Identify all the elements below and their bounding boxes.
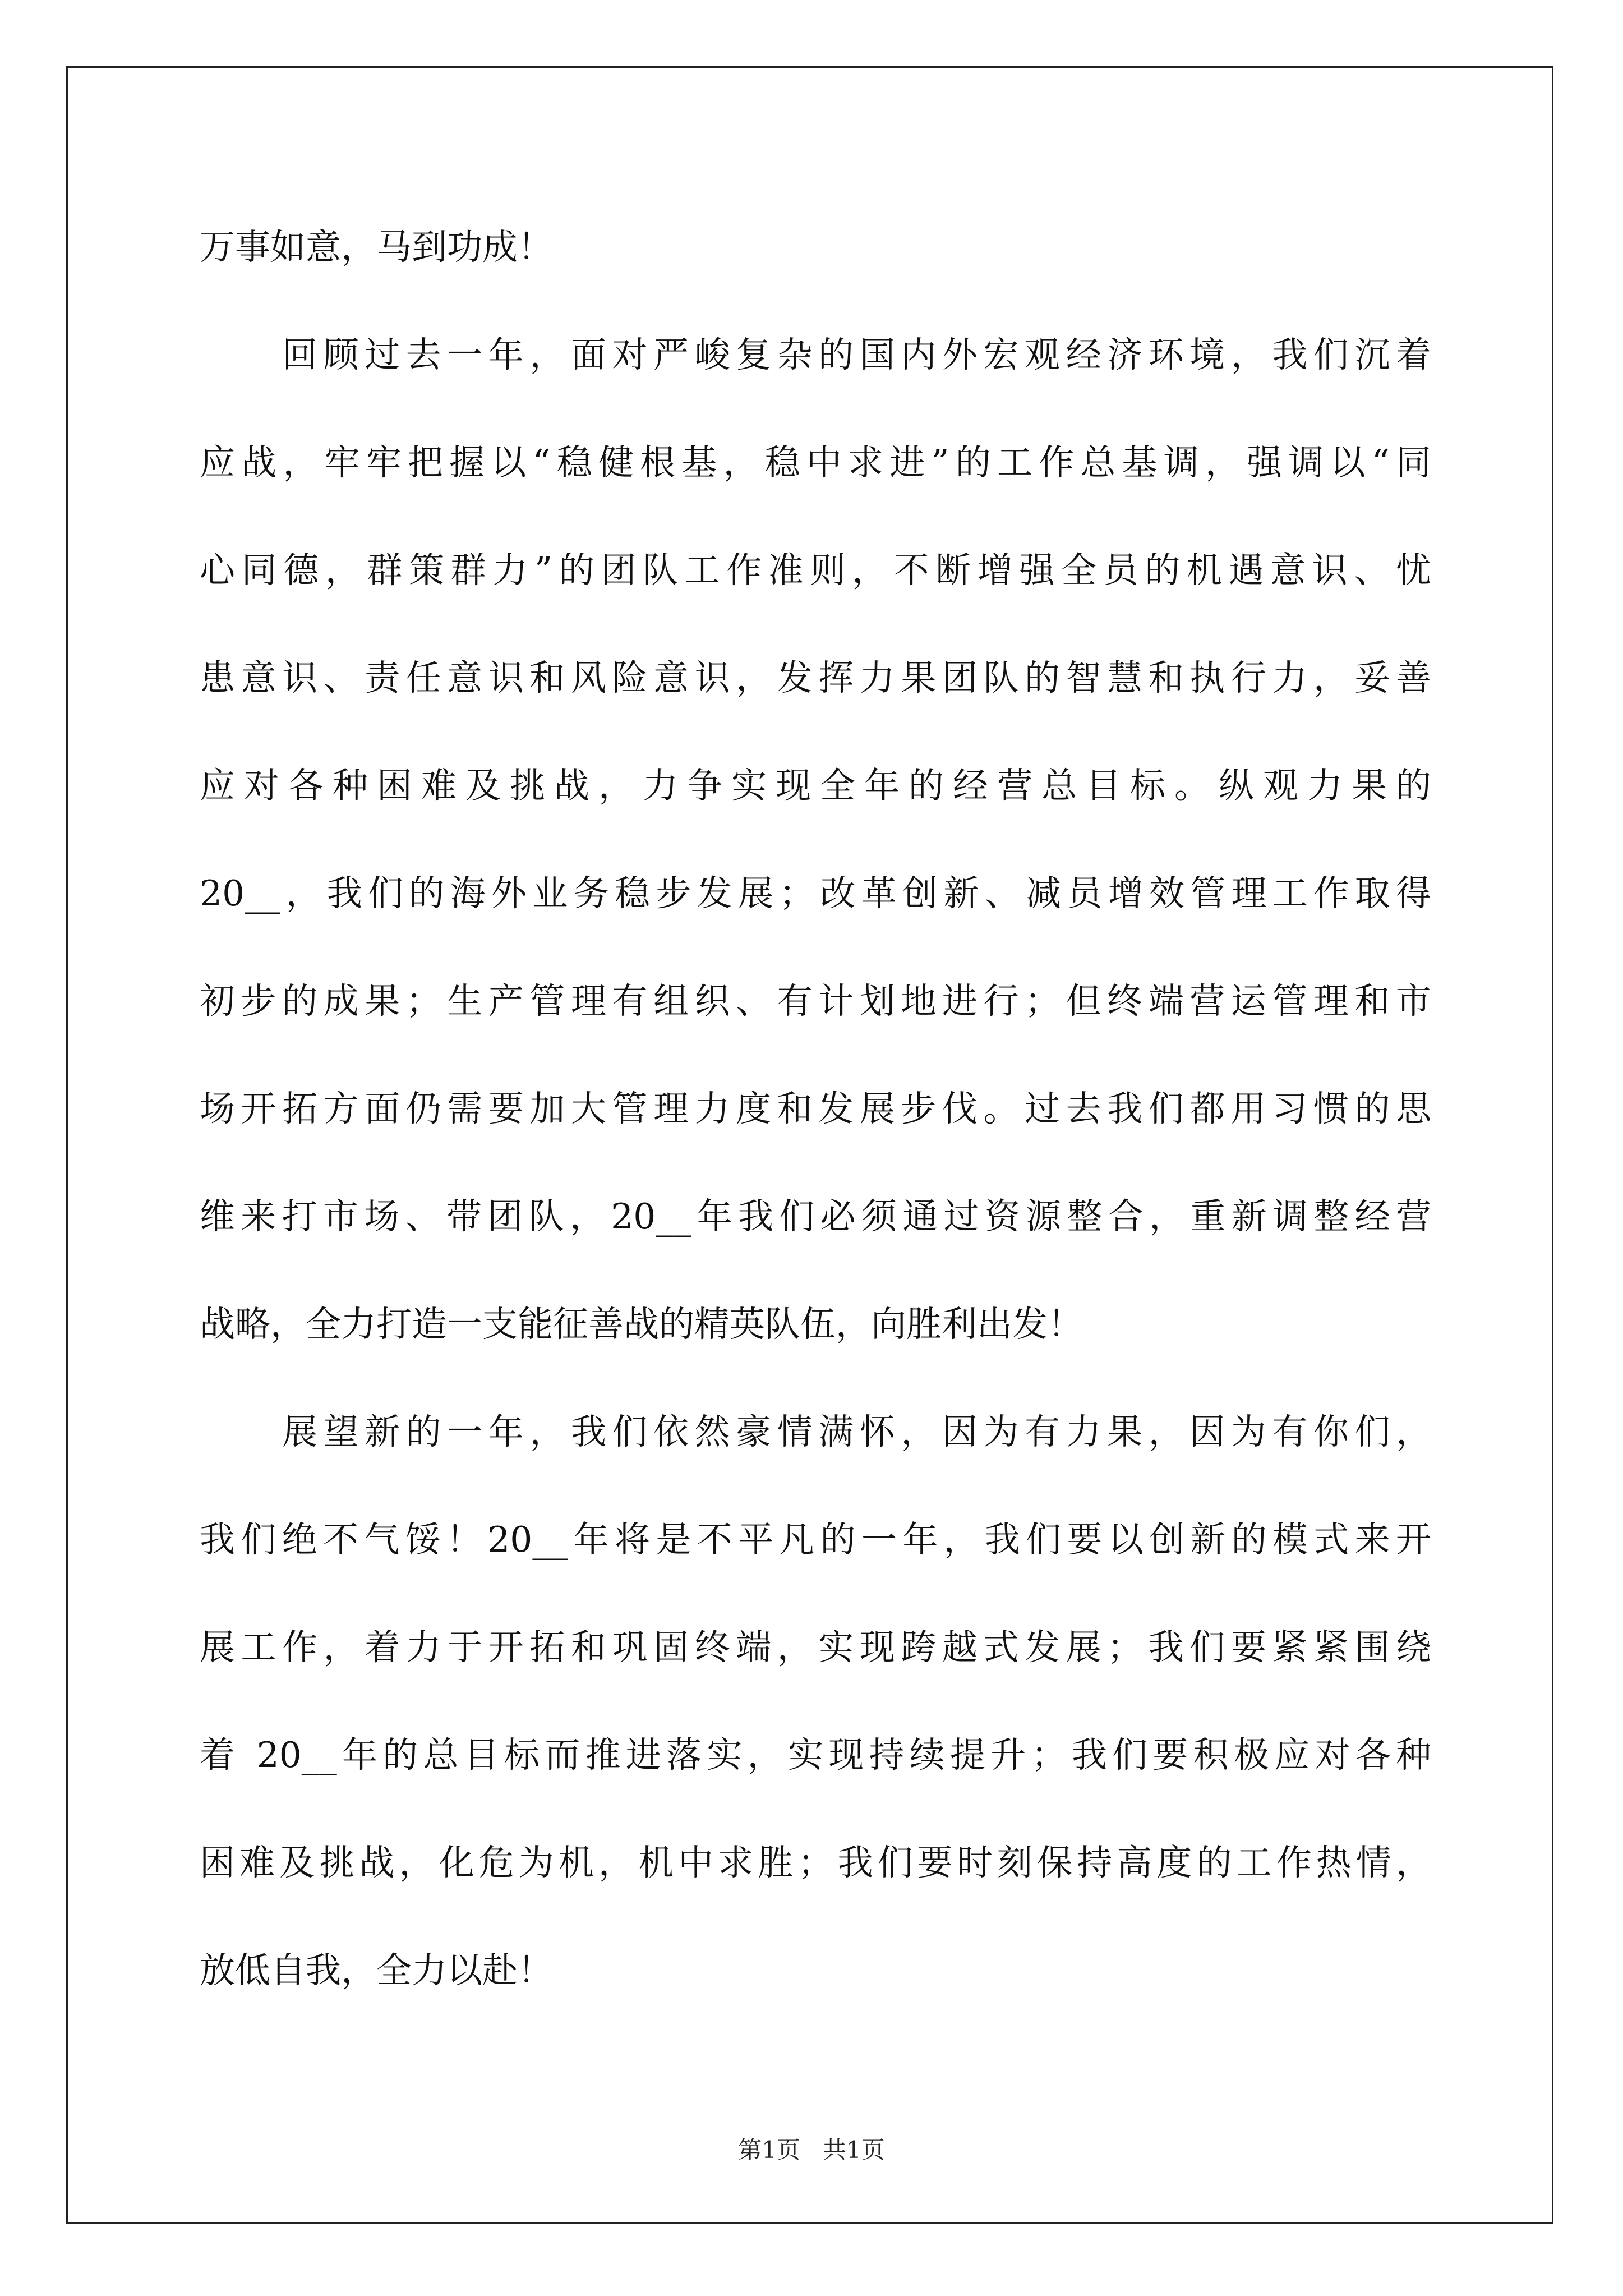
text-line: 初步的成果；生产管理有组织、有计划地进行；但终端营运管理和市	[200, 981, 1431, 1022]
page-footer: 第1页 共1页	[738, 2136, 885, 2164]
text-line: 困难及挑战，化危为机，机中求胜；我们要时刻保持高度的工作热情，	[200, 1842, 1431, 1883]
text-line: 应战，牢牢把握以“稳健根基，稳中求进”的工作总基调，强调以“同	[200, 442, 1431, 483]
paragraph-1	[200, 194, 1431, 301]
document-body	[200, 194, 1431, 2024]
paragraph-2	[200, 301, 1431, 1378]
text-line: 万事如意，马到功成！	[200, 227, 553, 268]
paragraph-3	[200, 1378, 1431, 2024]
text-line: 维来打市场、带团队，20__年我们必须通过资源整合，重新调整经营	[200, 1196, 1431, 1237]
text-line: 患意识、责任意识和风险意识，发挥力果团队的智慧和执行力，妥善	[200, 657, 1431, 698]
text-line: 展工作，着力于开拓和巩固终端，实现跨越式发展；我们要紧紧围绕	[200, 1627, 1431, 1668]
text-line: 战略，全力打造一支能征善战的精英队伍，向胜利出发！	[200, 1304, 1083, 1345]
text-line: 应对各种困难及挑战，力争实现全年的经营总目标。纵观力果的	[200, 765, 1431, 806]
text-line: 20__，我们的海外业务稳步发展；改革创新、减员增效管理工作取得	[200, 873, 1431, 914]
text-line: 心同德，群策群力”的团队工作准则，不断增强全员的机遇意识、忧	[200, 550, 1431, 591]
text-line: 展望新的一年，我们依然豪情满怀，因为有力果，因为有你们，	[200, 1411, 1431, 1452]
text-line: 回顾过去一年，面对严峻复杂的国内外宏观经济环境，我们沉着	[200, 334, 1431, 375]
text-line: 场开拓方面仍需要加大管理力度和发展步伐。过去我们都用习惯的思	[200, 1088, 1431, 1129]
text-line: 放低自我，全力以赴！	[200, 1950, 553, 1991]
text-line: 我们绝不气馁！20__年将是不平凡的一年，我们要以创新的模式来开	[200, 1519, 1431, 1560]
text-line: 着 20__年的总目标而推进落实，实现持续提升；我们要积极应对各种	[200, 1734, 1431, 1775]
